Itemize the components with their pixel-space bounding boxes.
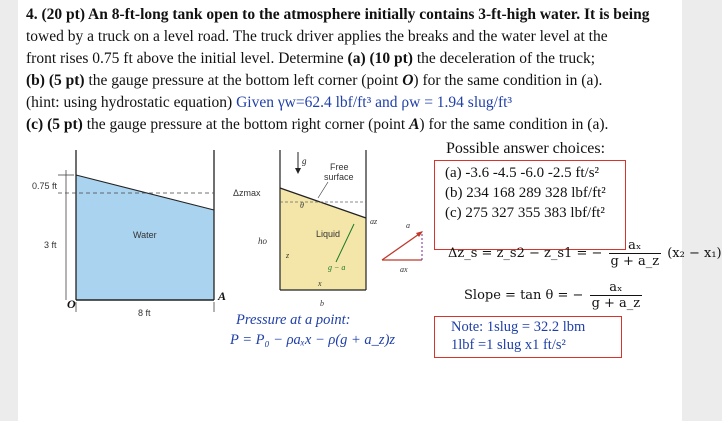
acceleration-vector-diagram (382, 221, 423, 274)
hint-text: (hint: using hydrostatic equation) (26, 94, 233, 111)
part-b-text: the gauge pressure at the bottom left corner (point (88, 72, 399, 89)
accelerating-tank-diagram (233, 150, 378, 308)
label-theta: θ (300, 201, 304, 210)
note-line-1: Note: 1slug = 32.2 lbm (451, 319, 586, 335)
slope-formula (464, 280, 644, 311)
problem-line (26, 114, 678, 136)
problem-line-3: front rises 0.75 ft above the initial level. Determine (26, 50, 344, 67)
label-8-ft: 8 ft (138, 308, 151, 318)
label-a: a (406, 221, 410, 230)
dz-formula (448, 238, 722, 269)
label-g: g (302, 156, 307, 166)
dz-lhs: Δz_s = z_s2 − z_s1 = − (448, 246, 603, 261)
label-075-ft: 0.75 ft (32, 181, 58, 191)
label-water: Water (133, 230, 157, 240)
note-line-2: 1lbf =1 slug x1 ft/s² (451, 337, 566, 353)
note-box (434, 316, 622, 358)
point-a-label: A (409, 116, 420, 133)
label-ho: ho (258, 236, 267, 246)
problem-line: towed by a truck on a level road. The truck driver applies the breaks and the water level at the (26, 28, 608, 45)
pressure-equation: P = P₀ − ρaₓx − ρ(g + a_z)z (230, 332, 396, 348)
label-point-a: A (218, 289, 227, 303)
part-c-text: the gauge pressure at the bottom right corner (point (86, 116, 406, 133)
part-b-tail: ) for the same condition in (a). (413, 72, 603, 89)
choice-c: (c) 275 327 355 383 lbf/ft² (445, 205, 605, 221)
answer-choices-box (434, 160, 626, 250)
point-o-label: O (402, 72, 414, 89)
choices-title: Possible answer choices: (446, 140, 606, 157)
arrow-head (295, 168, 301, 174)
label-free: Free (330, 162, 349, 172)
slope-lhs: Slope = tan θ = − (464, 288, 584, 303)
choice-a: (a) -3.6 -4.5 -6.0 -2.5 ft/s² (445, 165, 600, 181)
problem-line (26, 70, 678, 92)
label-z: z (286, 251, 290, 260)
slope-fraction (590, 280, 643, 311)
slope-denominator: g + a_z (591, 296, 641, 311)
problem-statement (26, 4, 678, 136)
problem-line (26, 92, 678, 114)
problem-line (26, 48, 678, 70)
label-ax: ax (400, 265, 408, 274)
label-surface: surface (324, 172, 354, 182)
label-g-minus-a: g − a (328, 263, 346, 272)
label-az: az (370, 217, 378, 226)
problem-sheet (18, 0, 722, 421)
dz-tail: (x₂ − x₁) (667, 246, 722, 261)
part-c-tail: ) for the same condition in (a). (419, 116, 609, 133)
dz-fraction (609, 238, 662, 269)
problem-line-1: 4. (20 pt) An 8-ft-long tank open to the atmosphere initially contains 3-ft-high water. It is being (26, 6, 650, 23)
choice-b: (b) 234 168 289 328 lbf/ft² (445, 185, 606, 201)
tank-figures (18, 140, 438, 318)
dz-numerator: aₓ (609, 238, 662, 254)
leader-line (318, 182, 328, 198)
slope-numerator: aₓ (590, 280, 643, 296)
part-a-text: the deceleration of the truck; (416, 50, 596, 67)
left-tank-diagram (32, 150, 226, 318)
part-c-label: (c) (5 pt) (26, 116, 83, 133)
label-x: x (318, 279, 322, 288)
label-3-ft: 3 ft (44, 240, 57, 250)
problem-line (26, 4, 678, 26)
dz-denominator: g + a_z (610, 254, 660, 269)
pressure-title: Pressure at a point: (236, 312, 351, 328)
label-dz-max: Δzmax (233, 188, 261, 198)
part-b-label: (b) (5 pt) (26, 72, 85, 89)
a-vector (382, 232, 422, 260)
label-point-o: O (67, 297, 76, 311)
label-b: b (320, 299, 324, 308)
given-values: Given γw=62.4 lbf/ft³ and ρw = 1.94 slug/ft³ (236, 94, 513, 111)
part-a-label: (a) (10 pt) (347, 50, 413, 67)
label-liquid: Liquid (316, 229, 341, 239)
